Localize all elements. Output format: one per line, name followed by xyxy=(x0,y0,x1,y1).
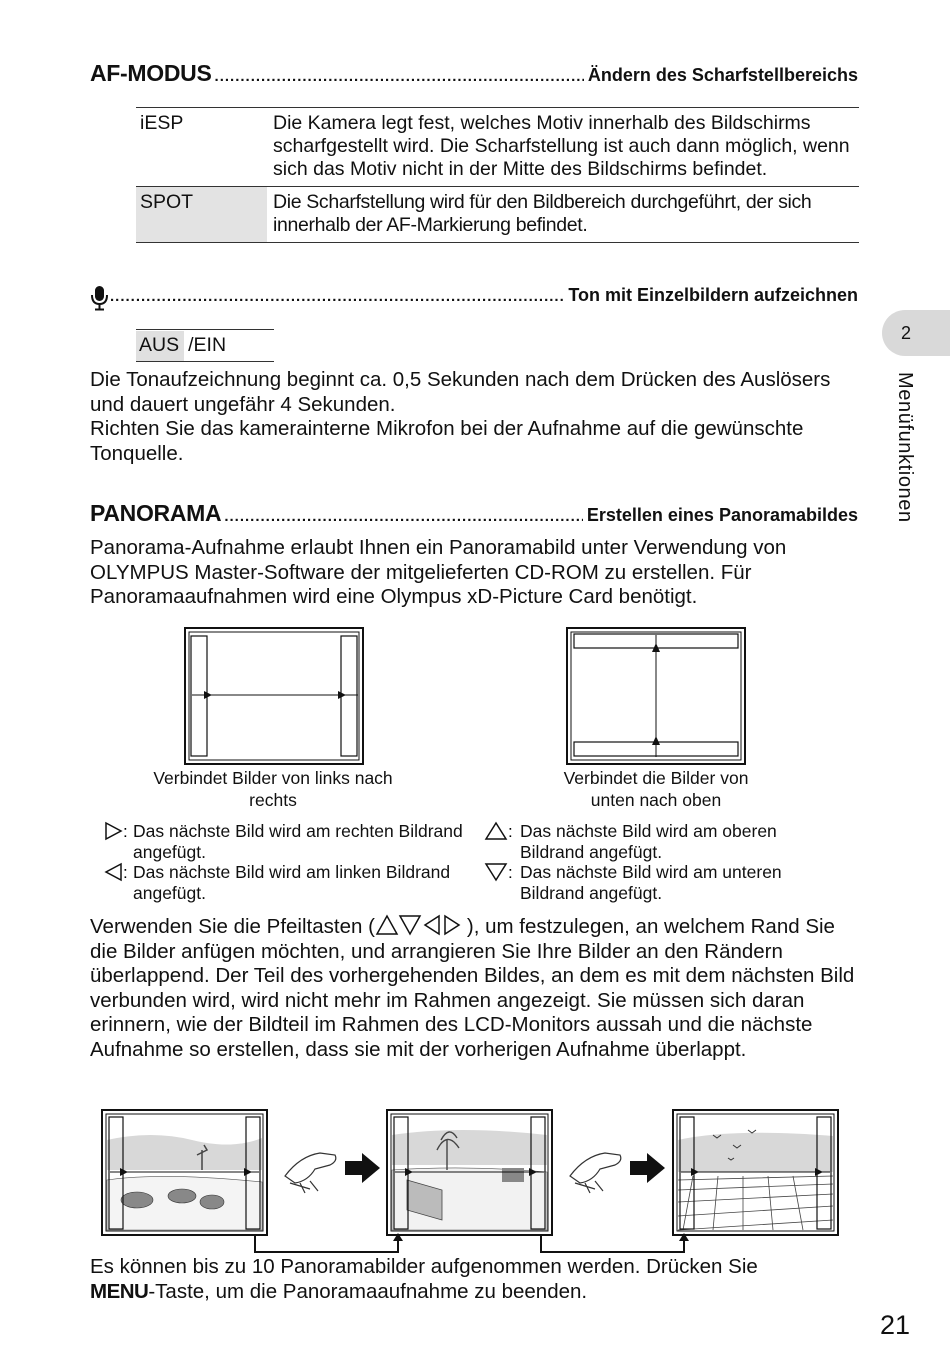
panorama-footer xyxy=(90,1255,860,1304)
arrow-up-icon xyxy=(484,821,518,841)
chapter-label: Menüfunktionen xyxy=(894,372,916,523)
svg-text::: : xyxy=(508,822,513,841)
diagram-left-to-right xyxy=(184,627,364,765)
chapter-tab xyxy=(882,310,950,356)
af-mode-desc: Die Scharfstellung wird für den Bildbereich durchgeführt, der sich innerhalb der AF-Markierung befindet. xyxy=(267,187,859,243)
svg-text::: : xyxy=(508,863,513,882)
panorama-sequence-illustration xyxy=(100,1106,870,1256)
panorama-frame xyxy=(102,1110,267,1235)
panorama-instructions xyxy=(90,914,860,1062)
legend-text: Das nächste Bild wird am rechten Bildrand angefügt. xyxy=(133,821,463,862)
svg-text::: : xyxy=(123,822,128,841)
microphone-icon xyxy=(90,285,110,311)
menu-button-label: MENU xyxy=(90,1279,149,1303)
af-mode-key: SPOT xyxy=(136,187,267,243)
footer-text: -Taste, um die Panoramaaufnahme zu beenden. xyxy=(148,1279,588,1303)
caption-right: Verbindet die Bilder von unten nach oben xyxy=(563,768,749,810)
leader-dots xyxy=(215,68,584,85)
chapter-number: 2 xyxy=(900,322,911,343)
footer-line xyxy=(90,1280,860,1305)
svg-text::: : xyxy=(123,863,128,882)
instructions-text: ), um festzulegen, an welchem Rand Sie die Bilder anfügen möchten, und arrangieren Sie Ihre Bilder an den Rändern überlappend. Der Teil des vorhergehenden Bildes, an dem es mit dem nächsten Bild verbunden wird, wird nicht mehr im Rahmen angezeigt. Sie müssen sich daran erinnern, wie der Bildteil im Rahmen des LCD-Monitors aussah und die nächste Aufnahme so erstellen, dass sie mit der vorherigen Aufnahme überlappt. xyxy=(90,915,855,1061)
panorama-frame xyxy=(387,1110,552,1235)
legend-text: Das nächste Bild wird am unteren Bildrand angefügt. xyxy=(520,862,782,903)
hand-press-icon xyxy=(570,1153,621,1193)
page-number: 21 xyxy=(880,1310,911,1340)
sound-paragraph: Richten Sie das kamerainterne Mikrofon bei der Aufnahme auf die gewünschte Tonquelle. xyxy=(90,417,804,465)
leader-dots xyxy=(110,288,564,305)
af-mode-table xyxy=(136,107,859,243)
legend-text: Das nächste Bild wird am linken Bildrand angefügt. xyxy=(133,862,451,903)
arrow-right-icon xyxy=(630,1153,665,1183)
af-mode-key: iESP xyxy=(136,108,267,187)
panorama-title: PANORAMA xyxy=(90,500,222,526)
diagram-bottom-to-top xyxy=(566,627,746,765)
legend-item xyxy=(484,862,844,903)
af-mode-subtitle: Ändern des Scharfstellbereichs xyxy=(587,65,858,85)
arrow-down-icon xyxy=(484,862,518,882)
panorama-heading xyxy=(90,500,858,527)
arrow-right-icon xyxy=(103,821,131,841)
sound-heading xyxy=(110,285,858,306)
legend-item xyxy=(484,821,844,862)
panorama-frame xyxy=(673,1110,838,1235)
panorama-intro: Panorama-Aufnahme erlaubt Ihnen ein Panoramabild unter Verwendung von OLYMPUS Master-Software der mitgelieferten CD-ROM zu erstellen. Für Panoramaaufnahmen wird eine Olympus xD-Picture Card benötigt. xyxy=(90,536,787,608)
arrow-left-icon xyxy=(103,862,131,882)
caption-left: Verbindet Bilder von links nach rechts xyxy=(153,768,393,810)
instructions-text: Verwenden Sie die Pfeiltasten ( xyxy=(90,915,375,938)
option-selected: AUS xyxy=(136,331,184,361)
sound-subtitle: Ton mit Einzelbildern aufzeichnen xyxy=(568,285,858,305)
legend-text: Das nächste Bild wird am oberen Bildrand angefügt. xyxy=(520,821,777,862)
arrow-keys-icon xyxy=(375,915,467,938)
sound-description xyxy=(90,368,860,466)
table-row xyxy=(136,187,859,243)
footer-line: Es können bis zu 10 Panoramabilder aufgenommen werden. Drücken Sie xyxy=(90,1255,758,1278)
af-mode-title: AF-MODUS xyxy=(90,60,212,86)
option-other: /EIN xyxy=(188,334,227,356)
connector-lines xyxy=(255,1235,684,1252)
panorama-subtitle: Erstellen eines Panoramabildes xyxy=(586,505,858,525)
legend-item xyxy=(103,862,463,903)
legend-item xyxy=(103,821,463,862)
leader-dots xyxy=(224,508,583,525)
arrow-right-icon xyxy=(345,1153,380,1183)
table-row xyxy=(136,108,859,187)
af-mode-heading xyxy=(90,60,858,87)
legend-left xyxy=(103,821,463,903)
af-mode-desc: Die Kamera legt fest, welches Motiv innerhalb des Bildschirms scharfgestellt wird. Die Scharfstellung ist auch dann möglich, wenn sich das Motiv nicht in der Mitte des Bildschirms befindet. xyxy=(267,108,859,187)
sound-options xyxy=(136,329,274,362)
sound-paragraph: Die Tonaufzeichnung beginnt ca. 0,5 Sekunden nach dem Drücken des Auslösers und dauert ungefähr 4 Sekunden. xyxy=(90,368,831,416)
hand-press-icon xyxy=(285,1153,336,1193)
legend-right xyxy=(484,821,844,903)
